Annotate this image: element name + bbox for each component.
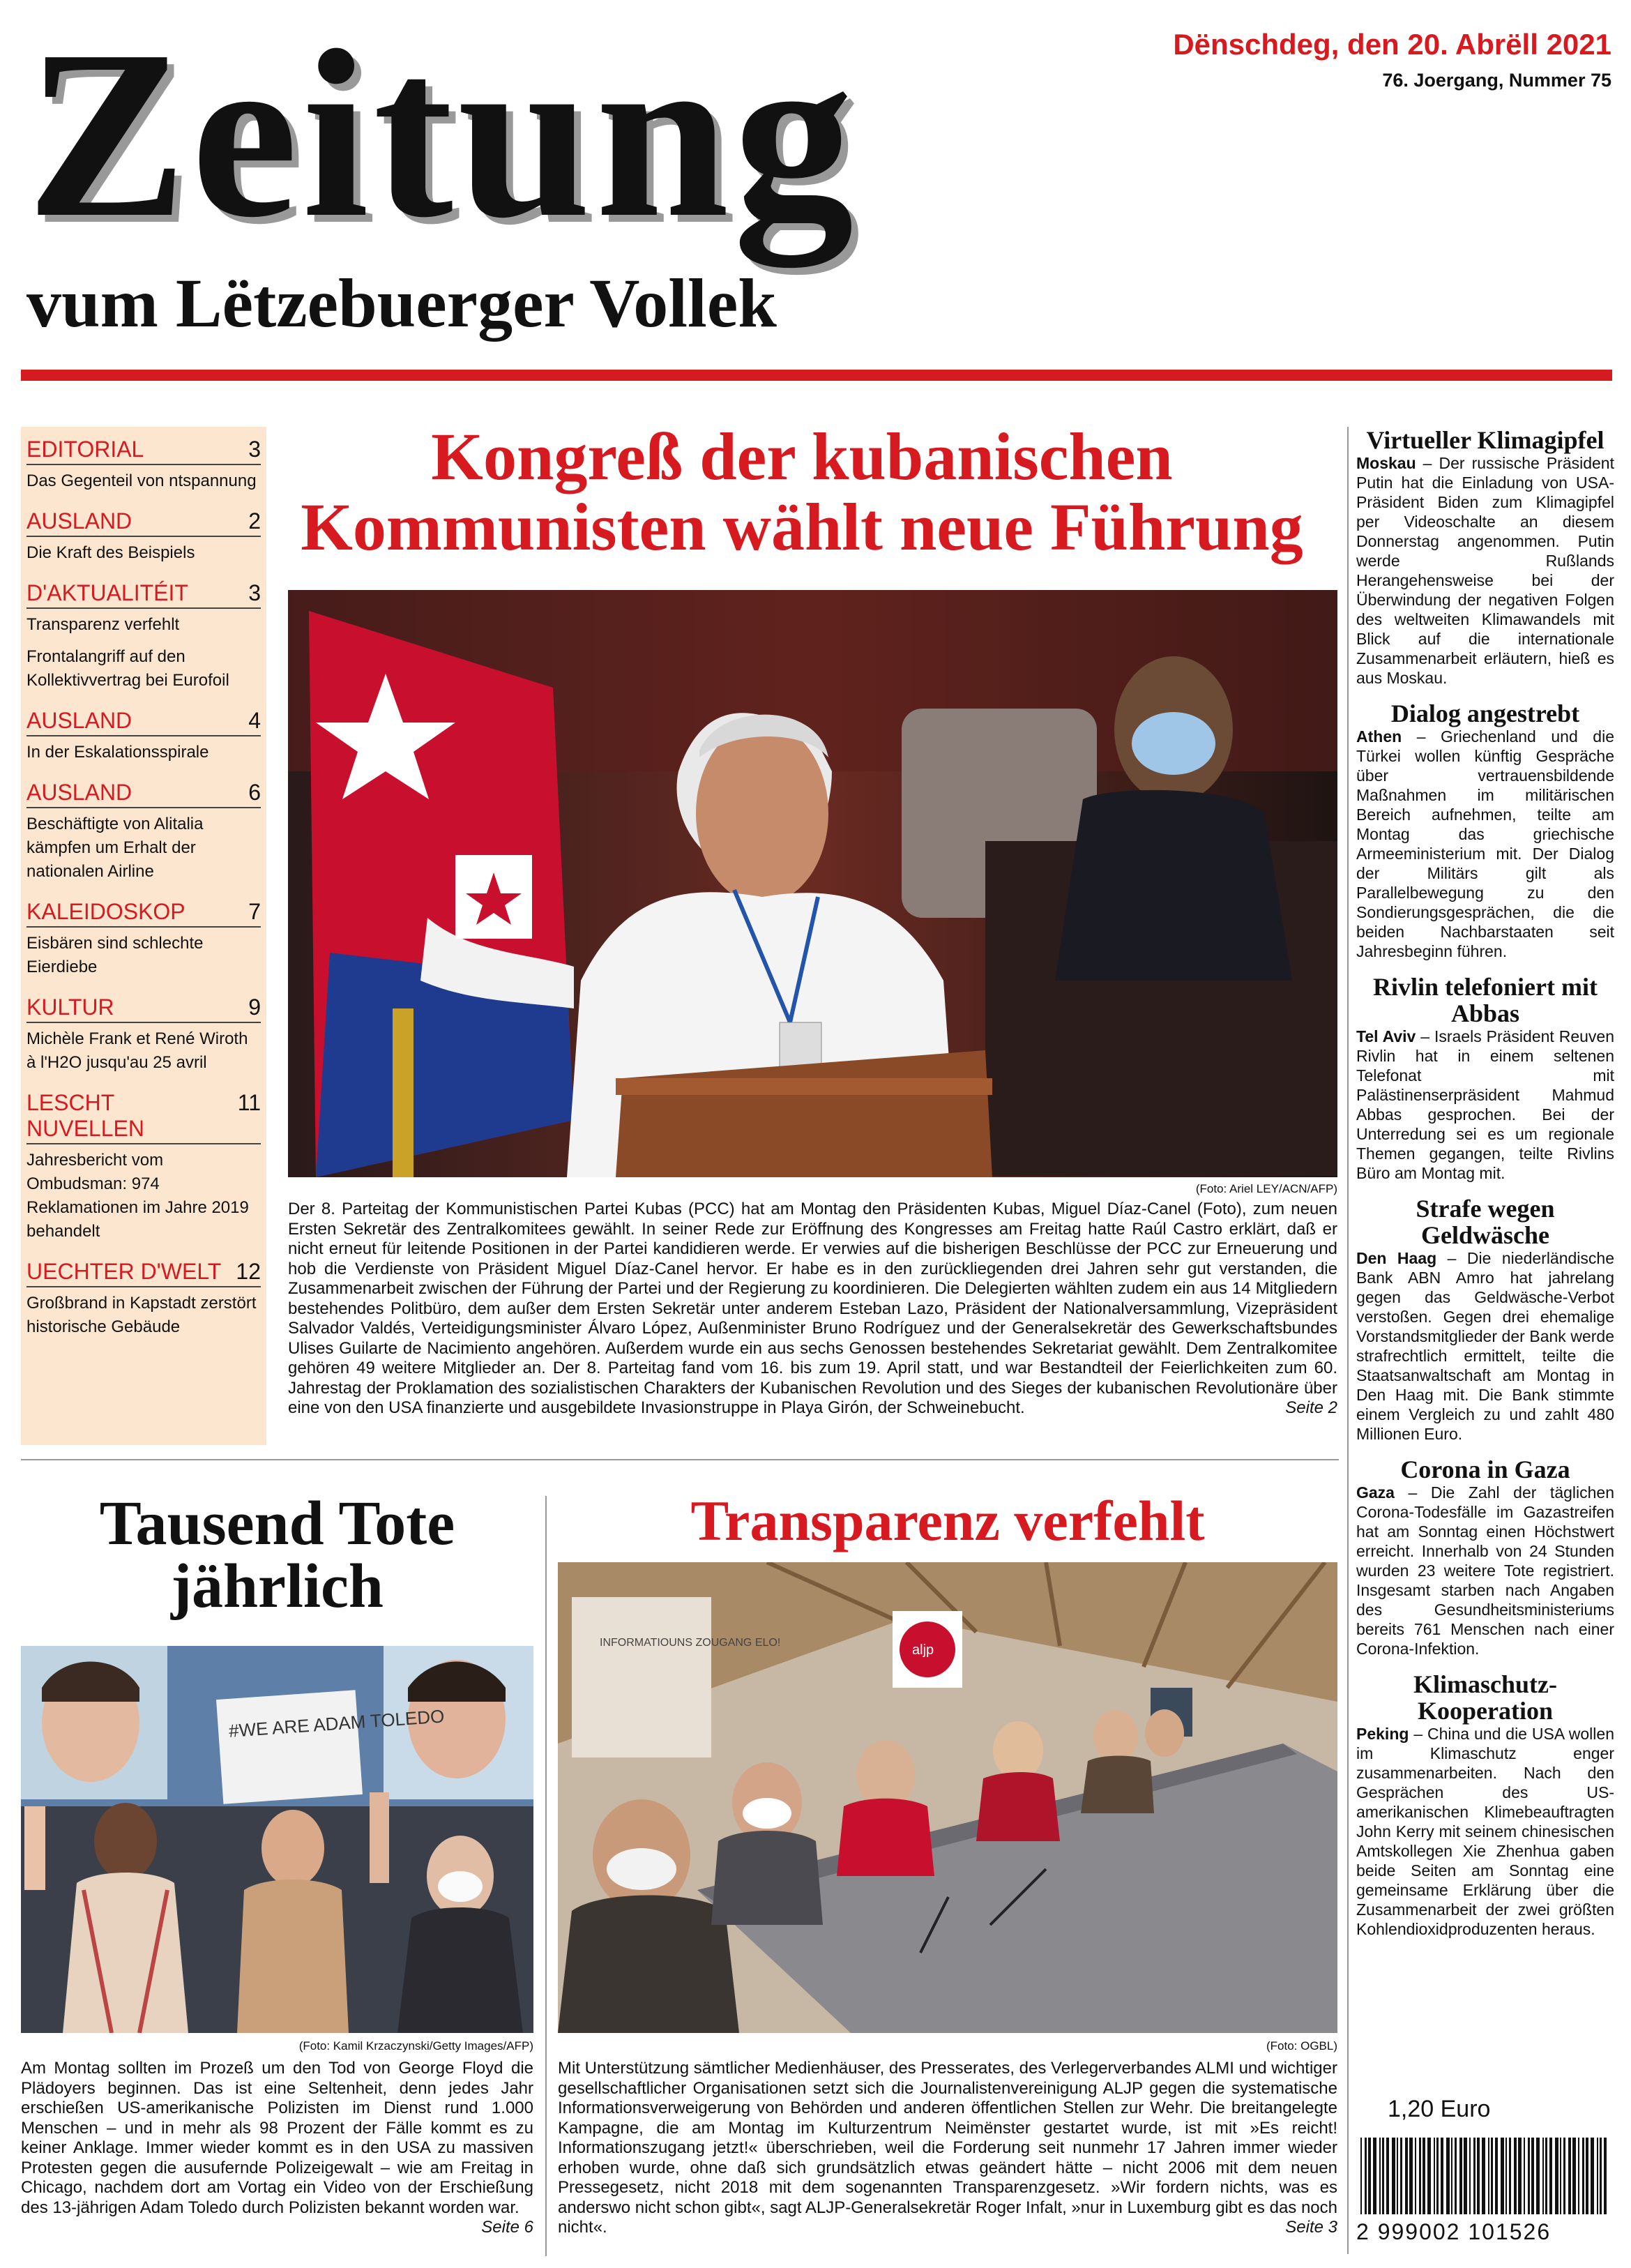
barcode-bar [1451, 2138, 1452, 2214]
barcode-bar [1368, 2138, 1371, 2214]
toc-page-number: 3 [248, 580, 261, 605]
toc-item[interactable]: In der Eskalationsspirale [26, 743, 209, 762]
lead-photo-caption: (Foto: Ariel LEY/ACN/AFP) [1195, 1182, 1337, 1195]
barcode-bar [1400, 2138, 1402, 2214]
barcode-bar [1405, 2138, 1408, 2214]
news-item-text [1356, 453, 1614, 688]
news-item-text [1356, 1483, 1614, 1658]
barcode-bar [1536, 2138, 1540, 2214]
toc-section [26, 1259, 261, 1339]
barcode-bar [1586, 2138, 1588, 2214]
barcode-bar [1436, 2138, 1439, 2214]
price: 1,20 Euro [1388, 2096, 1491, 2122]
news-body: – Der russische Präsident Putin hat die Einladung von USA-Präsident Biden zum Klimagipfel per Videoschalte an diesem Donnerstag angenommen. Putin werde Rußlands Herangehensweise bei der Überwindung der negativen Folgen des weltweiten Klimawandels mit Blick auf die internationale Zusammenarbeit erläutern, hieß es aus Moskau. [1356, 454, 1614, 687]
toc-section-header[interactable] [26, 1090, 261, 1144]
toc-section [26, 995, 261, 1075]
news-headline: Rivlin telefoniert mit Abbas [1373, 973, 1598, 1027]
toc-page-number: 12 [236, 1259, 261, 1284]
lead-body [288, 1200, 1337, 1419]
story-right-caption: (Foto: OGBL) [1266, 2039, 1337, 2052]
barcode-bar [1591, 2138, 1594, 2214]
story-right-photo [558, 1562, 1337, 2033]
lead-text: Der 8. Parteitag der Kommunistischen Partei Kubas (PCC) hat am Montag den Präsidenten Kubas, Miguel Díaz-Canel (Foto), zum neuen Ersten Sekretär des Zentralkomitees gewählt. In seiner Rede zur Eröffnung des Kongresses am Freitag hatte Raúl Castro erklärt, daß er nicht erneut für leitende Positionen in der Partei kandidieren werde. Er verwies auf die bisherigen Beschlüsse der PCC zur Erneuerung und hob die Verdienste von Präsident Miguel Díaz-Canel hervor. Er habe es in den zurückliegenden drei Jahren sehr gut verstanden, die Zusammenarbeit zwischen der Führung der Partei und der Regierung zu koordinieren. Die Delegierten wählten zudem ein aus 14 Mitgliedern bestehendes Politbüro, dem außer dem Ersten Sekretär unter anderem Esteban Lazo, Präsident der Nationalversammlung, Vizepräsident Salvador Valdés, Verteidigungsminister Álvaro López, Außenminister Bruno Rodríguez und der Generalsekretär des Gewerkschaftsbundes Ulises Guilarte de Nacimiento angehören. Außerdem wurde ein aus sechs Genossen bestehendes Sekretariat gewählt. Dem Zentralkomitee gehören 49 weitere Mitglieder an. Der 8. Parteitag fand vom 16. bis zum 19. April statt, und war Bestandteil der Feierlichkeiten zum 60. Jahrestag der Proklamation des sozialistischen Charakters der Kubanischen Revolution und des Sieges der kubanischen Revolutionäre über eine von den USA finanzierte und ausgebildete Invasionstruppe in Playa Girón, der Schweinebucht. [288, 1200, 1337, 1417]
barcode-bar [1491, 2138, 1493, 2214]
barcode-bar [1560, 2138, 1561, 2214]
barcode-bar [1419, 2138, 1421, 2214]
story-right-body [558, 2059, 1337, 2238]
toc-section-name: AUSLAND [26, 708, 132, 733]
toc-section-name: LESCHT NUVELLEN [26, 1090, 144, 1141]
aljp-logo-text: aljp [912, 1642, 934, 1658]
barcode-bar [1582, 2138, 1584, 2214]
news-place: Gaza [1356, 1483, 1395, 1502]
barcode-bar [1434, 2138, 1435, 2214]
masthead-subtitle: vum Lëtzebuerger Vollek [26, 264, 777, 342]
story-left-text: Am Montag sollten im Prozeß um den Tod von George Floyd die Plädoyers beginnen. Das ist eine Seltenheit, denn jedes Jahr erschießen US-amerikanische Polizisten im Dienst rund 1.000 Menschen – und in mehr als 98 Prozent der Fälle kommt es zu keiner Anklage. Immer wieder kommt es in den USA zu massiven Protesten gegen die ausufernde Polizeigewalt – wie am Freitag in Chicago, nachdem dort am Vortag ein Video von der Erschießung des 13-jährigen Adam Toledo durch Polizisten bekannt worden war. [21, 2059, 533, 2217]
barcode-bar [1572, 2138, 1576, 2214]
toc-page-number: 6 [248, 780, 261, 805]
barcode-bar [1545, 2138, 1547, 2214]
barcode-bar [1477, 2138, 1480, 2214]
issue-number: 76. Joergang, Nummer 75 [1382, 70, 1611, 91]
toc-section-header[interactable] [26, 580, 261, 609]
toc-section [26, 708, 261, 764]
barcode-bar [1542, 2138, 1544, 2214]
barcode-bar [1524, 2138, 1525, 2214]
masthead-title: Zeitung [26, 1, 858, 267]
barcode-bar [1597, 2138, 1598, 2214]
toc-section [26, 508, 261, 565]
issue-date: Dënschdeg, den 20. Abrëll 2021 [1173, 28, 1611, 61]
barcode-bar [1360, 2138, 1362, 2214]
toc-section-header[interactable] [26, 780, 261, 808]
news-body: – Die Zahl der täglichen Corona-Todesfälle im Gazastreifen hat am Sonntag einen Höchstwert erreicht. Innerhalb von 24 Stunden wurden 23 weitere Tote registriert. Insgesamt starben nach Angaben des Gesundheitsministeriums bereits 761 Menschen nach einer Corona-Infektion. [1356, 1483, 1614, 1658]
bottom-column-divider [545, 1496, 547, 2256]
barcode-bar [1397, 2138, 1398, 2214]
section-divider [21, 1459, 1339, 1460]
barcode-bar [1415, 2138, 1416, 2214]
barcode-bar [1464, 2138, 1467, 2214]
toc-section-header[interactable] [26, 437, 261, 465]
barcode-bar [1392, 2138, 1395, 2214]
toc-page-number: 2 [248, 508, 261, 534]
news-headline: Virtueller Klimagipfel [1366, 426, 1605, 454]
toc-section-header[interactable] [26, 1259, 261, 1287]
toc-section-name: KULTUR [26, 995, 114, 1020]
toc-section [26, 1090, 261, 1243]
screen-text: INFORMATIOUNS ZOUGANG ELO! [600, 1637, 781, 1649]
lead-photo [288, 590, 1337, 1177]
story-right-pageref: Seite 3 [1285, 2218, 1337, 2237]
barcode-bar [1365, 2138, 1367, 2214]
toc-page-number: 11 [237, 1090, 261, 1115]
barcode-bar [1568, 2138, 1571, 2214]
story-left-caption: (Foto: Kamil Krzaczynski/Getty Images/AFP) [298, 2039, 533, 2052]
barcode-bar [1488, 2138, 1489, 2214]
toc-section [26, 899, 261, 979]
barcode-bar [1459, 2138, 1462, 2214]
toc-section-header[interactable] [26, 899, 261, 928]
toc-page-number: 4 [248, 708, 261, 733]
barcode-bar [1469, 2138, 1471, 2214]
story-right-text: Mit Unterstützung sämtlicher Medienhäuser, des Presserates, des Verlegerverbandes ALMI und wichtiger gesellschaftlicher Organisationen setzt sich die Journalistenvereinigung ALJP gegen die systematische Informationsverweigerung von Behörden und anderen öffentlichen Stellen zur Wehr. Die breitangelegte Kampagne, die am Montag im Kulturzentrum Neimënster gestartet wurde, ist mit »Es reicht! Informationszugang jetzt!« überschrieben, weil die Forderung seit nunmehr 17 Jahren immer wieder erhoben wurde, ohne daß sich grundsätzlich etwas geändert hätte – nicht 2006 mit dem neuen Pressegesetz, nicht 2018 mit dem sogenannten Transparenzgesetz. »Wir fordern nichts, was es anderswo nicht schon gibt«, sagt ALJP-Generalsekretär Roger Infalt, »nur in Luxemburg gibt es das noch nicht«. [558, 2059, 1337, 2237]
news-item-text [1356, 1027, 1614, 1183]
news-body: – Israels Präsident Reuven Rivlin hat in einem seltenen Telefonat mit Palästinenserpräsident Mahmud Abbas gesprochen. Bei der Unterredung sei es um regionale Themen gegangen, teilte Rivlins Büro am Montag mit. [1356, 1027, 1614, 1182]
barcode-bar [1473, 2138, 1476, 2214]
toc-section-header[interactable] [26, 708, 261, 736]
toc-section-header[interactable] [26, 995, 261, 1023]
toc-section-name: UECHTER D'WELT [26, 1259, 222, 1284]
toc-item[interactable]: Die Kraft des Beispiels [26, 543, 195, 562]
story-left-body [21, 2059, 533, 2238]
toc-item[interactable]: Transparenz verfehlt [26, 615, 180, 634]
barcode-bar [1555, 2138, 1558, 2214]
barcode-bar [1373, 2138, 1376, 2214]
news-column-divider [1347, 427, 1349, 2254]
news-body: – Griechenland und die Türkei wollen künftig Gespräche über vertrauensbildende Maßnahmen im militärischen Bereich aufnehmen, teilte am Montag das griechische Armeeministerium mit. Der Dialog der Militärs gilt als Parallelbewegung zu den Sondierungsgesprächen, die die beiden Nachbarstaaten seit Jahresbeginn führen. [1356, 727, 1614, 960]
barcode-bar [1501, 2138, 1504, 2214]
barcode-bar [1600, 2138, 1602, 2214]
toc-item[interactable]: Michèle Frank et René Wiroth à l'H2O jusqu'au 25 avril [26, 1029, 248, 1072]
barcode-bar [1482, 2138, 1485, 2214]
news-headline: Strafe wegen Geldwäsche [1416, 1195, 1555, 1249]
news-place: Peking [1356, 1725, 1409, 1743]
barcode-bar [1604, 2138, 1607, 2214]
barcode-bar [1505, 2138, 1507, 2214]
barcode-bar [1409, 2138, 1413, 2214]
toc-section-name: AUSLAND [26, 780, 132, 805]
barcode-bar [1423, 2138, 1425, 2214]
barcode [1356, 2138, 1614, 2242]
story-left-photo [21, 1646, 533, 2033]
toc-item[interactable]: Beschäftigte von Alitalia kämpfen um Erhalt der nationalen Airline [26, 815, 204, 881]
story-left-headline: Tausend Tote jährlich [99, 1489, 455, 1621]
barcode-bar [1563, 2138, 1565, 2214]
news-headline: Corona in Gaza [1400, 1456, 1570, 1483]
barcode-bar [1509, 2138, 1511, 2214]
story-left-pageref: Seite 6 [481, 2218, 533, 2237]
lead-headline: Kongreß der kubanischen Kommunisten wählt neue Führung [301, 419, 1303, 564]
barcode-bar [1549, 2138, 1552, 2214]
news-body: – Die niederländische Bank ABN Amro hat jahrelang gegen das Geldwäsche-Verbot verstoßen. Gegen drei ehemalige Vorstandsmitglieder der Bank werde strafrechtlich ermittelt, teilte die Staatsanwaltschaft am Montag in Den Haag mit. Die Bank stimmte einem Vergleich zu und zahlt 480 Millionen Euro. [1356, 1249, 1614, 1443]
barcode-bar [1495, 2138, 1498, 2214]
news-place: Moskau [1356, 454, 1416, 472]
lead-pageref: Seite 2 [1285, 1398, 1337, 1417]
barcode-number: 2 999002 101526 [1356, 2219, 1552, 2244]
masthead-divider [21, 370, 1612, 381]
barcode-bar [1514, 2138, 1517, 2214]
table-of-contents [21, 427, 266, 1445]
news-place: Athen [1356, 727, 1402, 746]
barcode-bar [1441, 2138, 1443, 2214]
barcode-bar [1518, 2138, 1522, 2214]
news-headline: Klimaschutz-Kooperation [1413, 1670, 1557, 1725]
toc-item[interactable]: Großbrand in Kapstadt zerstört historische Gebäude [26, 1294, 257, 1336]
news-place: Den Haag [1356, 1249, 1437, 1267]
toc-page-number: 3 [248, 437, 261, 462]
barcode-bar [1528, 2138, 1530, 2214]
barcode-bar [1386, 2138, 1389, 2214]
news-item-text [1356, 727, 1614, 961]
news-body: – China und die USA wollen im Klimaschutz enger zusammenarbeiten. Nach den Gesprächen des US-amerikanischen Klimebeauftragten John Kerry mit seinem chinesischen Amtskollegen Xie Zhenhua gaben beide Seiten am Sonntag eine gemeinsame Erklärung über die Zusammenarbeit der zwei größten Kohlendioxidproduzenten heraus. [1356, 1725, 1614, 1938]
toc-section [26, 580, 261, 693]
barcode-bar [1455, 2138, 1457, 2214]
toc-page-number: 7 [248, 899, 261, 924]
news-place: Tel Aviv [1356, 1027, 1416, 1045]
toc-item[interactable]: Eisbären sind schlechte Eierdiebe [26, 934, 204, 976]
barcode-bar [1531, 2138, 1534, 2214]
toc-section-name: AUSLAND [26, 508, 132, 534]
toc-item[interactable]: Jahresbericht vom Ombudsman: 974 Reklamationen im Jahre 2019 behandelt [26, 1151, 249, 1241]
news-column [1356, 427, 1614, 1951]
toc-item[interactable]: Frontalangriff auf den Kollektivvertrag bei Eurofoil [26, 647, 229, 690]
barcode-bar [1379, 2138, 1381, 2214]
toc-section-name: KALEIDOSKOP [26, 899, 185, 924]
toc-page-number: 9 [248, 995, 261, 1020]
barcode-bar [1446, 2138, 1450, 2214]
news-headline: Dialog angestrebt [1390, 700, 1580, 727]
news-item-text [1356, 1248, 1614, 1444]
story-right-headline: Transparenz verfehlt [690, 1489, 1205, 1552]
news-item-text [1356, 1724, 1614, 1939]
barcode-bar [1382, 2138, 1384, 2214]
toc-section-name: EDITORIAL [26, 437, 144, 462]
barcode-bar [1578, 2138, 1579, 2214]
toc-section-header[interactable] [26, 508, 261, 537]
protest-sign-text: #WE ARE ADAM TOLEDO [228, 1705, 446, 1741]
toc-item[interactable]: Das Gegenteil von ntspannung [26, 471, 257, 490]
toc-section-name: D'AKTUALITÉIT [26, 580, 188, 605]
toc-section [26, 437, 261, 493]
toc-section [26, 780, 261, 884]
barcode-bar [1427, 2138, 1431, 2214]
